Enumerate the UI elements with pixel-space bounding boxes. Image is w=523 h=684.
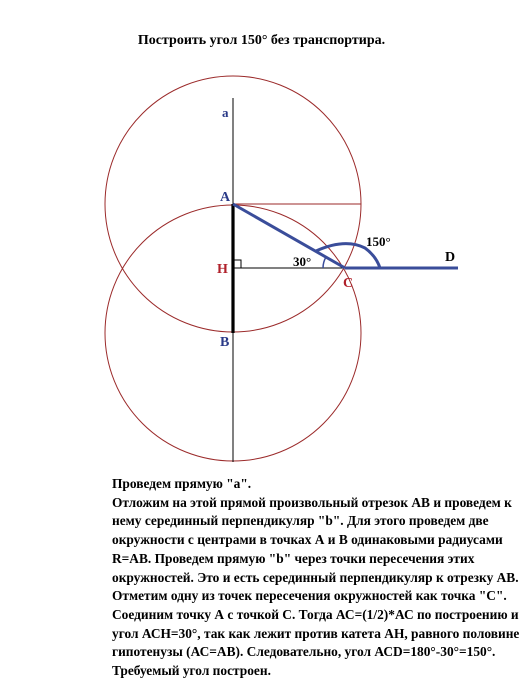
label-point-C: C (343, 276, 354, 291)
explanation-text (112, 475, 520, 681)
explanation-line: окружности с центрами в точках А и В одинаковыми радиусами (112, 532, 503, 548)
label-point-D: D (445, 250, 456, 265)
explanation-line: Соединим точку А с точкой С. Тогда АС=(1/2)*АС по построению и (112, 606, 519, 622)
label-point-A: A (220, 190, 231, 205)
segment-AC (233, 204, 345, 268)
explanation-line: Проведем прямую "a". (112, 476, 252, 491)
angle-30-arc (323, 257, 326, 268)
page-title: Построить угол 150° без транспортира. (137, 33, 386, 48)
label-point-H: H (217, 262, 228, 277)
label-point-B: B (220, 335, 230, 350)
label-angle-30: 30° (293, 254, 312, 269)
explanation-line: Требуемый угол построен. (112, 663, 271, 679)
explanation-line: нему серединный перпендикуляр "b". Для этого проведем две (112, 513, 489, 529)
explanation-line: гипотенузы (АС=АВ). Следовательно, угол АСD=180°-30°=150°. (112, 644, 496, 660)
label-angle-150: 150° (366, 234, 391, 249)
label-line-a: a (222, 105, 229, 120)
explanation-line: Отложим на этой прямой произвольный отрезок АВ и проведем к (112, 494, 512, 510)
explanation-line: угол АСН=30°, так как лежит против катета АН, равного половине (112, 625, 520, 641)
explanation-line: Отметим одну из точек пересечения окружностей как точка "С". (112, 588, 507, 604)
explanation-line: окружностей. Это и есть серединный перпендикуляр к отрезку АВ. (112, 569, 519, 585)
explanation-line: R=AB. Проведем прямую "b" через точки пересечения этих (112, 550, 475, 566)
